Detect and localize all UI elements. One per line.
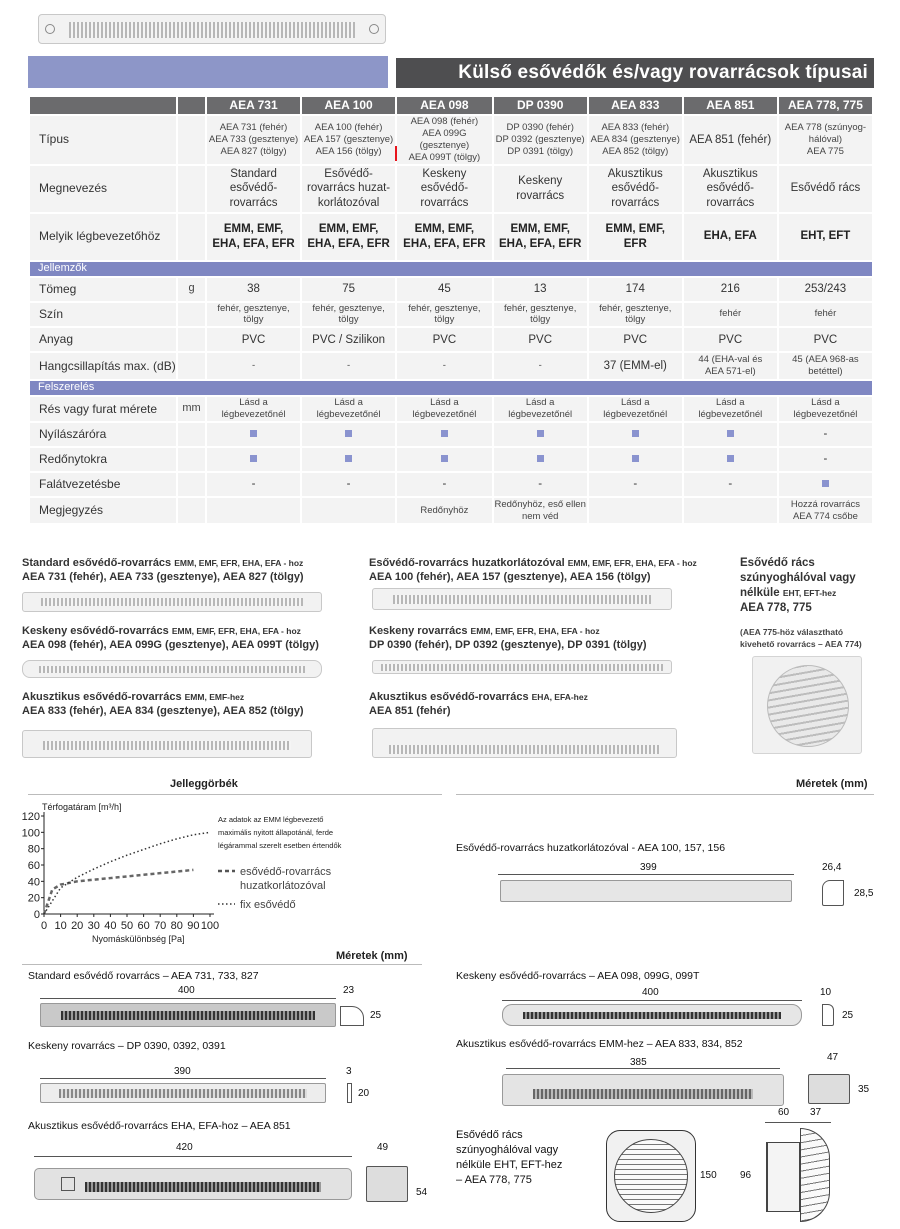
dim7-a: 150: [700, 1170, 717, 1181]
chart-ylabel: Térfogatáram [m³/h]: [42, 802, 122, 812]
chart-note-1: Az adatok az EMM légbevezető: [218, 815, 324, 824]
product-esovedo-racs-image: [752, 656, 862, 754]
dim3-h: 25: [842, 1010, 854, 1021]
dim1-title: Esővédő-rovarrács huzatkorlátozóval - AEA 100, 157, 156: [456, 842, 726, 854]
dim2-w: 23: [343, 985, 355, 996]
spec-table: AEA 731 AEA 100 AEA 098 DP 0390 AEA 833 AEA 851 AEA 778, 775 Típus AEA 731 (fehér) AEA 733 (gesztenye) AEA 827 (tölgy) AEA 100 (fehér) AEA 157 (gesztenye) AEA 156 (tölgy) AEA 098 (fehér) AEA 099G (gesztenye) AEA 099T (tölgy) DP 0390 (fehér) DP 0392 (gesztenye) DP 0391 (tölgy) AEA 833 (fehér) AEA 834 (gesztenye) AEA 852 (tölgy) AEA 851 (fehér) AEA 778 (szúnyog- hálóval) AEA 775 Megnevezés Standard esővédő- rovarrács Esővédő- rovarrács huzat- korlátozóval Keskeny esővédő- rovarrács Keskeny rovarrács Akusztikus esővédő- rovarrács Akusztikus esővédő- rovarrács Esővédő rács Melyik légbevezetőhöz EMM, EMF, EHA, EFA, EFR EMM, EMF, EHA, EFA, EFR EMM, EMF, EHA, EFA, EFR EMM, EMF, EHA, EFA, EFR EMM, EMF, EFR EHA, EFA EHT, EFT Jellemzők Tömeg g 38 75 45 13 174 216 253/243 Szín fehér, gesztenye, tölgy fehér, gesztenye, tölgy fehér, gesztenye, tölgy fehér, gesztenye, tölgy fehér, gesztenye, tölgy fehér fehér Anyag PVC PVC / Szilikon PVC PVC PVC PVC PVC Hangcsillapítás max. (dB) - - - - 37 (EMM-el) 44 (EHA-val és AEA 571-el) 45 (AEA 968-as betéttel) Felszerelés Rés vagy furat mérete mm Lásd a légbevezetőnél Lásd a légbevezetőnél Lásd a légbevezetőnél Lásd a légbevezetőnél Lásd a légbevezetőnél Lásd a légbevezetőnél Lásd a légbevezetőnél Nyílászáróra - Redőnytokra - Falátvezetésbe - - - - - - Megjegyzés Redőnyhöz Redőnyhöz, eső ellen nem véd Hozzá rovarrács AEA 774 csőbe: [28, 95, 874, 525]
product-akusztikus-emm-image: [22, 730, 312, 758]
x-tick-label: 30: [87, 920, 100, 932]
product-esovedo-racs: Esővédő rács szúnyoghálóval vagy nélküle EHT, EFT-hez AEA 778, 775: [740, 557, 856, 614]
dim4-w: 3: [346, 1066, 352, 1077]
dim1-h: 28,5: [854, 888, 874, 899]
header-product-image: [38, 14, 386, 44]
dim5-title: Akusztikus esővédő-rovarrács EMM-hez – AEA 833, 834, 852: [456, 1038, 743, 1050]
dim5-drawing: [502, 1074, 784, 1106]
row-megnevezes: Megnevezés Standard esővédő- rovarrács Esővédő- rovarrács huzat- korlátozóval Keskeny esővédő- rovarrács Keskeny rovarrács Akusztikus esővédő- rovarrács Akusztikus esővédő- rovarrács Esővédő rács: [30, 166, 872, 212]
dim7-front-drawing: [606, 1130, 696, 1222]
chart-note-3: légárammal szerelt esetben értendők: [218, 841, 342, 850]
dim1-len: 399: [640, 862, 657, 873]
dim3-w: 10: [820, 987, 832, 998]
x-tick-label: 40: [104, 920, 117, 932]
page-title: Külső esővédők és/vagy rovarrácsok típusai: [396, 58, 874, 88]
product-keskeny-image: [22, 660, 322, 678]
dim3-len: 400: [642, 987, 659, 998]
dim6-drawing: [34, 1168, 352, 1200]
x-tick-label: 100: [200, 920, 220, 932]
product-standard: Standard esővédő-rovarrács EMM, EMF, EFR, EHA, EFA - hoz AEA 731 (fehér), AEA 733 (gesztenye), AEA 827 (tölgy): [22, 557, 304, 583]
product-huzatkorlatozo-image: [372, 588, 672, 610]
chart-heading: Jelleggörbék: [170, 778, 238, 790]
dim4-len: 390: [174, 1066, 191, 1077]
y-tick-label: 120: [21, 811, 40, 823]
dim6-w: 49: [377, 1142, 389, 1153]
legend-2: huzatkorlátozóval: [240, 880, 326, 892]
product-keskeny-rovarracs-image: [372, 660, 672, 674]
product-akusztikus-emm: Akusztikus esővédő-rovarrács EMM, EMF-hez AEA 833 (fehér), AEA 834 (gesztenye), AEA 852 (tölgy): [22, 691, 304, 717]
dim7-b: 96: [740, 1170, 752, 1181]
product-huzatkorlatozo: Esővédő-rovarrács huzatkorlátozóval EMM, EMF, EFR, EHA, EFA - hoz AEA 100 (fehér), AEA 157 (gesztenye), AEA 156 (tölgy): [369, 557, 697, 583]
x-tick-label: 80: [170, 920, 183, 932]
dim4-title: Keskeny rovarrács – DP 0390, 0392, 0391: [28, 1040, 226, 1052]
dim6-len: 420: [176, 1142, 193, 1153]
x-tick-label: 90: [187, 920, 200, 932]
dim2-title: Standard esővédő rovarrács – AEA 731, 733, 827: [28, 970, 259, 982]
dim5-w: 47: [827, 1052, 839, 1063]
dims-heading: Méretek (mm): [796, 778, 868, 790]
legend-1: esővédő-rovarrács: [240, 866, 332, 878]
dim5-len: 385: [630, 1057, 647, 1068]
y-tick-label: 60: [27, 860, 40, 872]
series-line-1: [44, 870, 193, 914]
dim7-c: 60: [778, 1107, 790, 1118]
chart-note-2: maximális nyitott állapotánál, ferde: [218, 828, 334, 837]
dims-heading-2: Méretek (mm): [336, 950, 408, 962]
y-tick-label: 0: [33, 909, 40, 921]
dim1-w: 26,4: [822, 862, 842, 873]
dim4-h: 20: [358, 1088, 370, 1099]
y-tick-label: 100: [21, 827, 40, 840]
x-tick-label: 60: [137, 920, 150, 932]
x-tick-label: 0: [40, 920, 48, 932]
product-esovedo-note: (AEA 775-höz választható kivehető rovarrács – AEA 774): [740, 627, 862, 649]
dim3-drawing: [502, 1004, 802, 1026]
product-standard-image: [22, 592, 322, 612]
dim7-side-drawing: [766, 1142, 800, 1212]
dim2-h: 25: [370, 1010, 382, 1021]
dim7-title: Esővédő rács szúnyoghálóval vagy nélküle EHT, EFT-hez – AEA 778, 775: [456, 1129, 563, 1186]
x-tick-label: 50: [120, 920, 134, 932]
dim1-drawing: [500, 880, 792, 902]
dim3-title: Keskeny esővédő-rovarrács – AEA 098, 099G, 099T: [456, 970, 700, 982]
dim7-d: 37: [810, 1107, 822, 1118]
dim2-len: 400: [178, 985, 195, 996]
product-keskeny-rovarracs: Keskeny rovarrács EMM, EMF, EFR, EHA, EFA - hoz DP 0390 (fehér), DP 0392 (gesztenye), DP 0391 (tölgy): [369, 625, 647, 651]
dim5-h: 35: [858, 1084, 870, 1095]
y-tick-label: 40: [27, 876, 40, 889]
row-tipus: Típus AEA 731 (fehér) AEA 733 (gesztenye) AEA 827 (tölgy) AEA 100 (fehér) AEA 157 (gesztenye) AEA 156 (tölgy) AEA 098 (fehér) AEA 099G (gesztenye) AEA 099T (tölgy) DP 0390 (fehér) DP 0392 (gesztenye) DP 0391 (tölgy) AEA 833 (fehér) AEA 834 (gesztenye) AEA 852 (tölgy) AEA 851 (fehér) AEA 778 (szúnyog- hálóval) AEA 775: [30, 116, 872, 164]
dim4-drawing: [40, 1083, 326, 1103]
product-akusztikus-eha-image: [372, 728, 677, 758]
dim6-title: Akusztikus esővédő-rovarrács EHA, EFA-hoz – AEA 851: [28, 1120, 291, 1132]
x-tick-label: 10: [54, 920, 67, 932]
dim2-drawing: [40, 1003, 336, 1027]
x-tick-label: 70: [154, 920, 167, 932]
y-tick-label: 20: [27, 892, 40, 905]
row-legbevezeto: Melyik légbevezetőhöz EMM, EMF, EHA, EFA, EFR EMM, EMF, EHA, EFA, EFR EMM, EMF, EHA, EFA, EFR EMM, EMF, EHA, EFA, EFR EMM, EMF, EFR EHA, EFA EHT, EFT: [30, 214, 872, 260]
flow-chart: [0, 796, 440, 946]
series-line-2: [44, 832, 210, 914]
product-akusztikus-eha: Akusztikus esővédő-rovarrács EHA, EFA-hez AEA 851 (fehér): [369, 691, 588, 717]
product-keskeny-esovedo: Keskeny esővédő-rovarrács EMM, EMF, EFR, EHA, EFA - hoz AEA 098 (fehér), AEA 099G (gesztenye), AEA 099T (tölgy): [22, 625, 319, 651]
y-tick-label: 80: [27, 843, 40, 856]
chart-xlabel: Nyomáskülönbség [Pa]: [92, 934, 185, 944]
header-band: [28, 56, 388, 88]
x-tick-label: 20: [71, 920, 84, 932]
legend-3: fix esővédő: [240, 899, 296, 911]
dim6-h: 54: [416, 1187, 428, 1198]
